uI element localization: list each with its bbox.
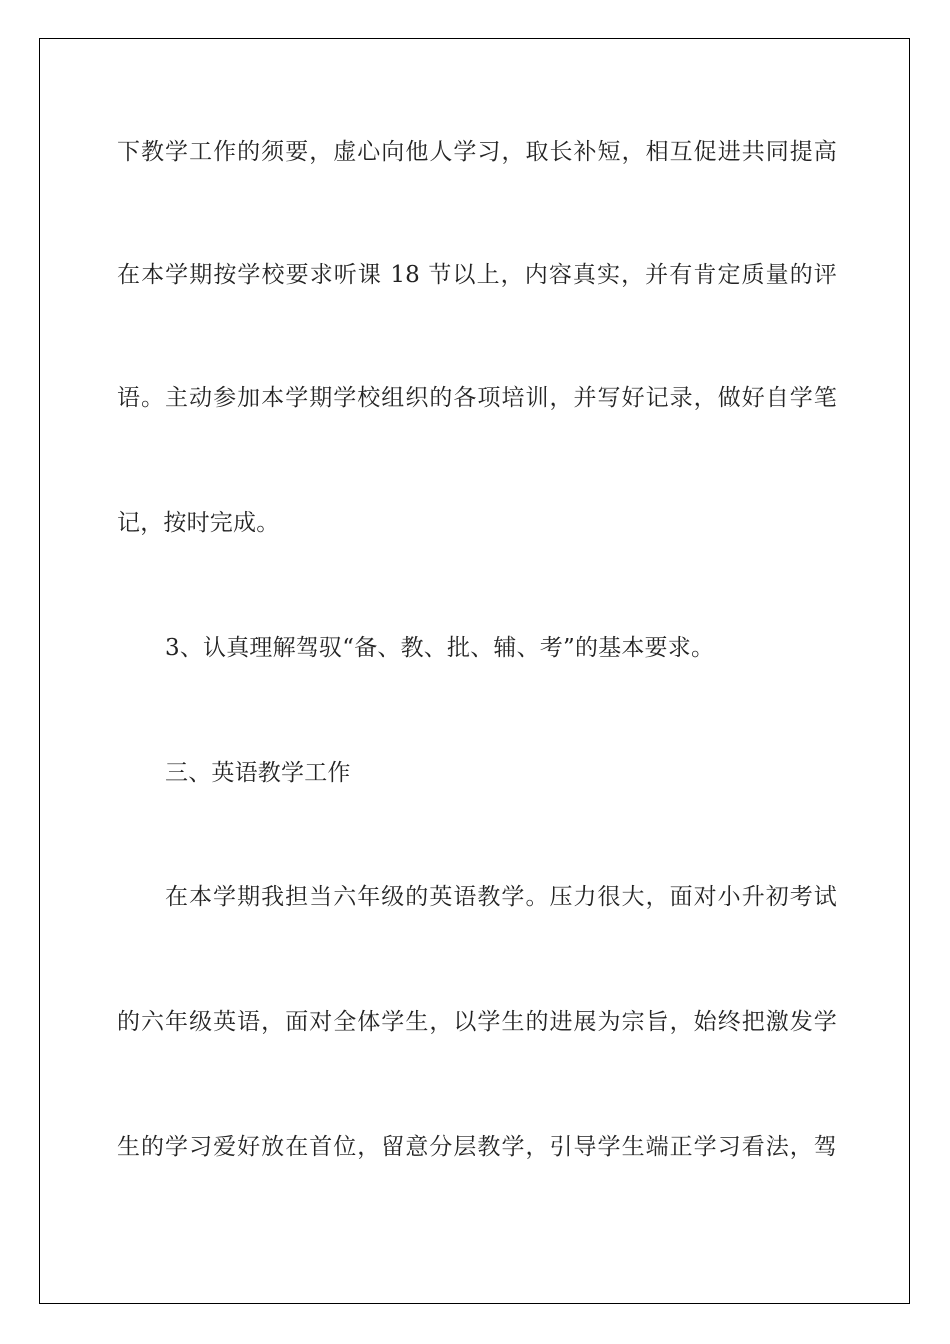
- paragraph-line-5: 在本学期我担当六年级的英语教学。压力很大，面对小升初考试: [165, 884, 837, 910]
- section-heading-3: 三、英语教学工作: [165, 760, 351, 786]
- page-border: [39, 38, 910, 1304]
- paragraph-line-1: 下教学工作的须要，虚心向他人学习，取长补短，相互促进共同提高: [117, 139, 837, 165]
- paragraph-line-6: 的六年级英语，面对全体学生，以学生的进展为宗旨，始终把激发学: [117, 1009, 837, 1035]
- paragraph-line-7: 生的学习爱好放在首位，留意分层教学，引导学生端正学习看法，驾: [117, 1134, 837, 1160]
- paragraph-line-2: 在本学期按学校要求听课 18 节以上，内容真实，并有肯定质量的评: [117, 262, 837, 288]
- paragraph-line-4: 记，按时完成。: [117, 510, 280, 536]
- list-item-3: 3、认真理解驾驭“备、教、批、辅、考”的基本要求。: [165, 635, 715, 661]
- paragraph-line-3: 语。主动参加本学期学校组织的各项培训，并写好记录，做好自学笔: [117, 385, 837, 411]
